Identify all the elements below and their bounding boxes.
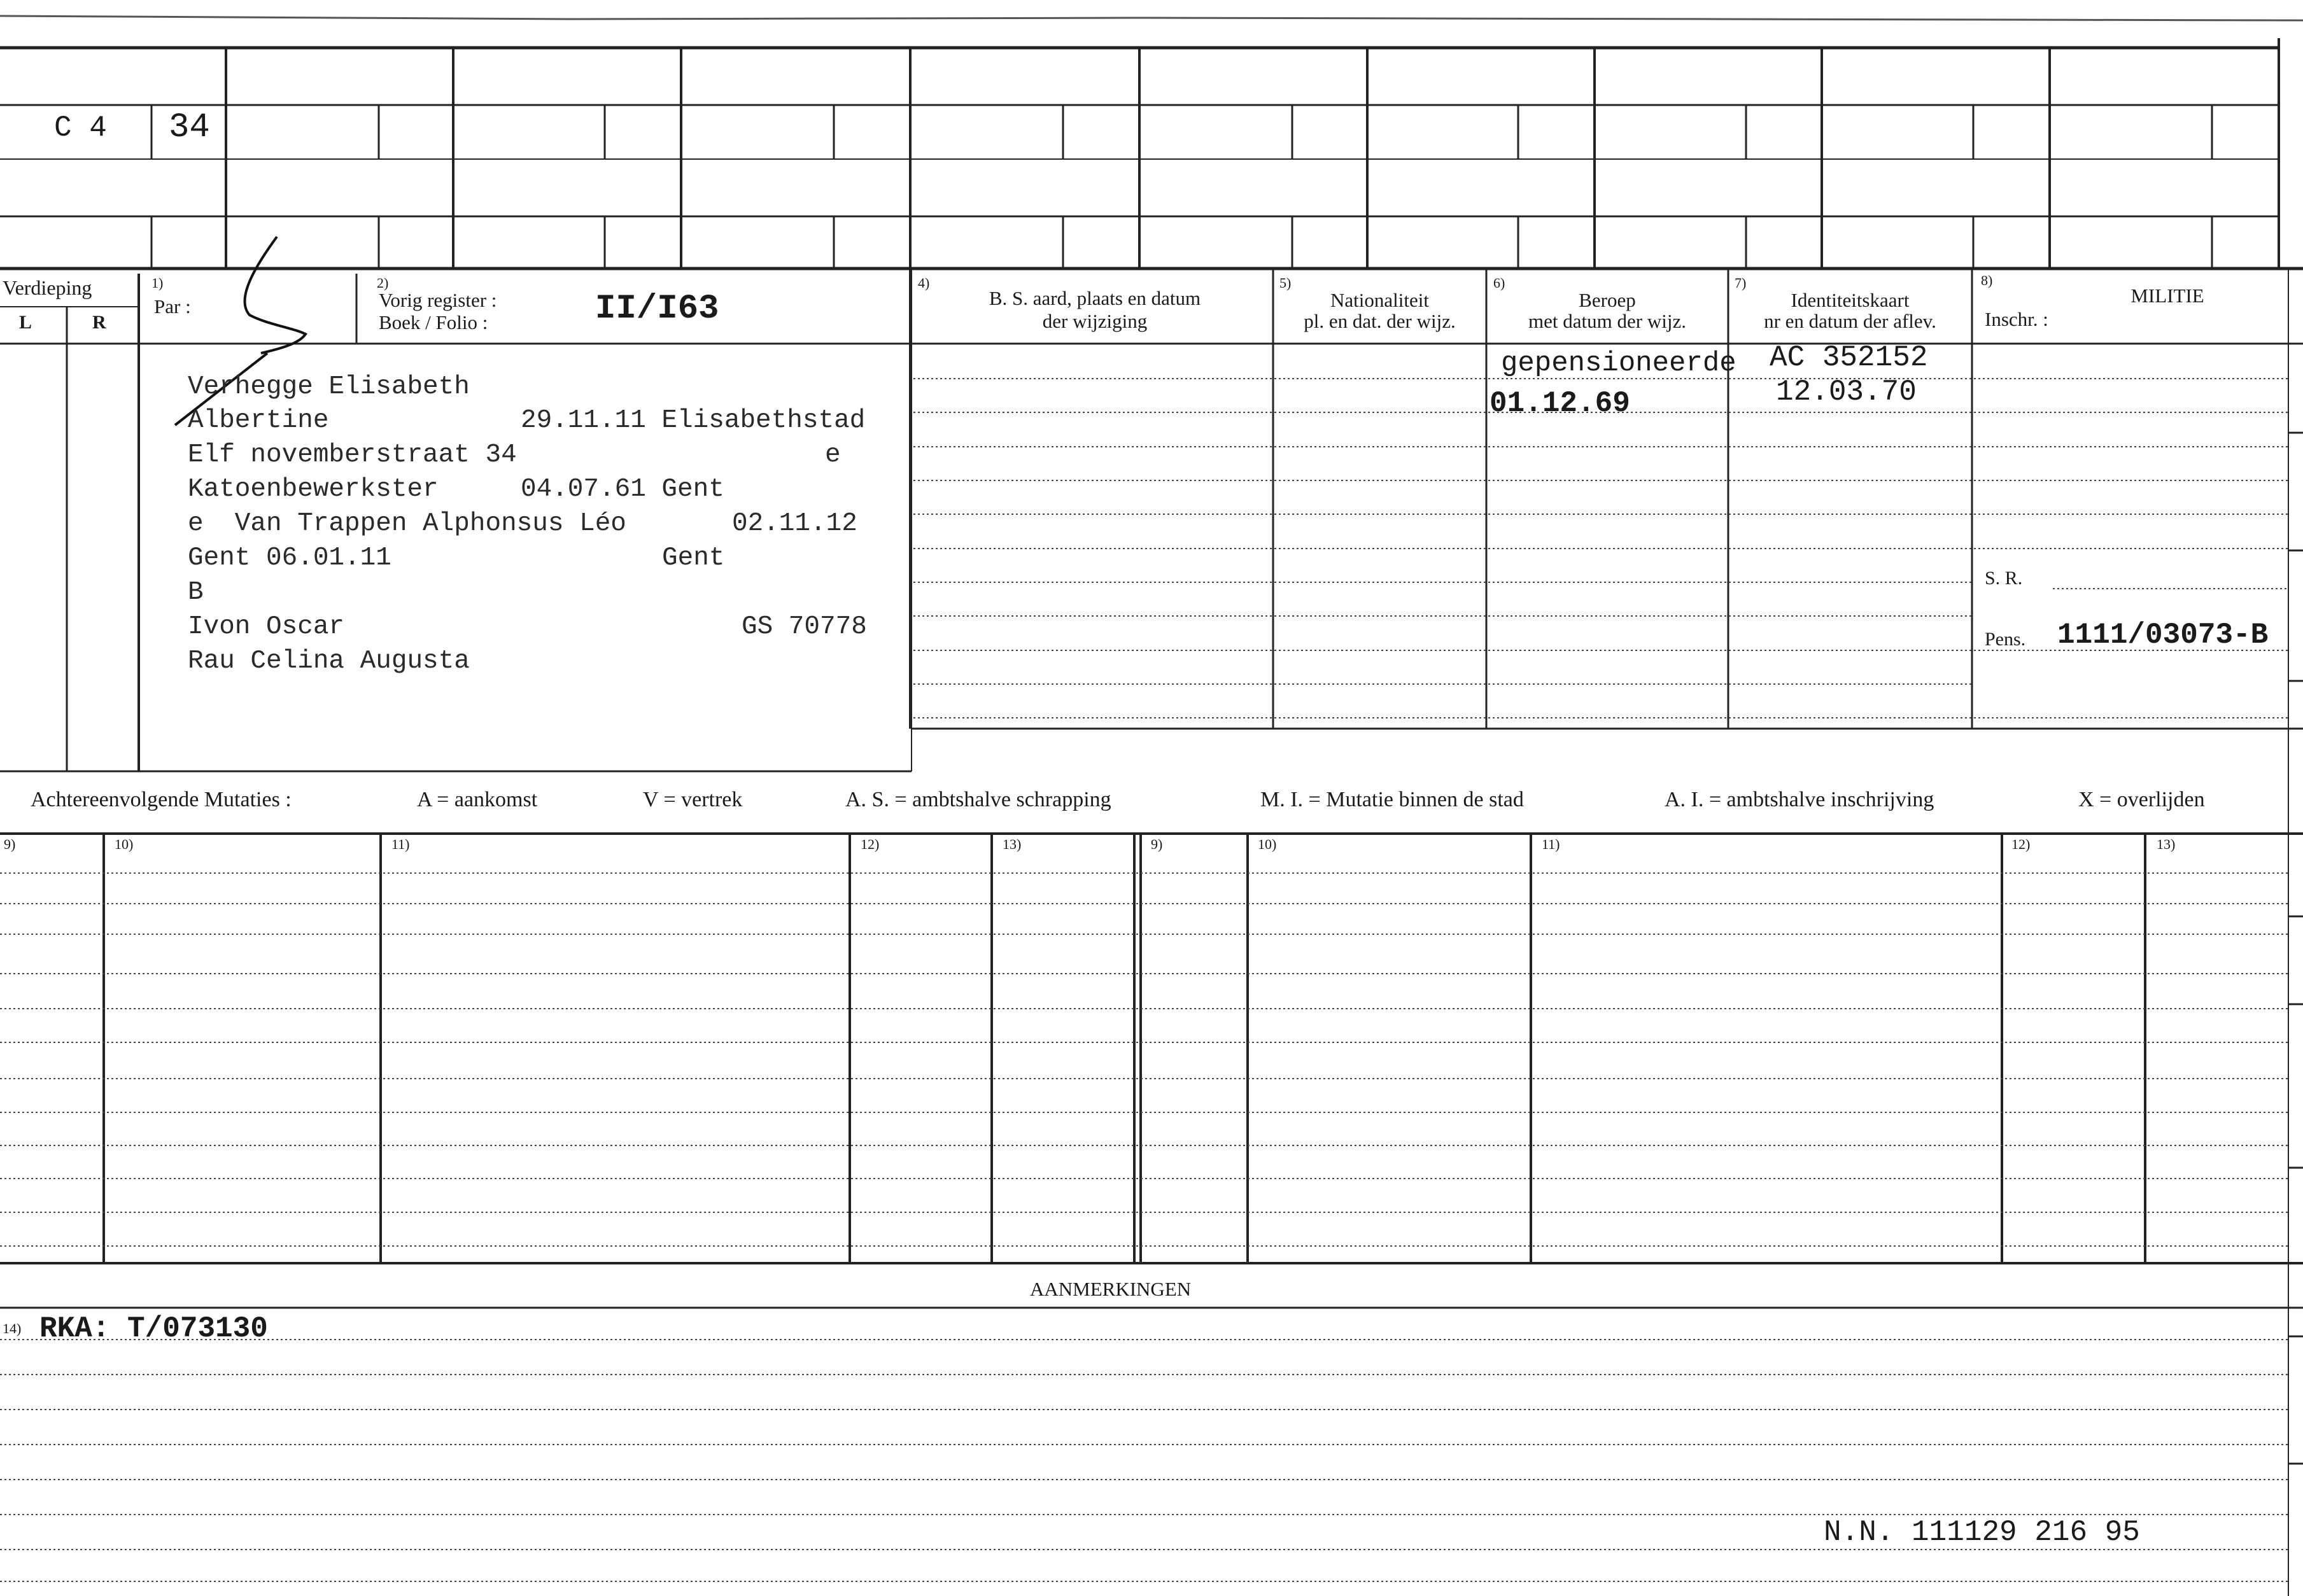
col6-number: 6) <box>1493 275 1505 291</box>
inschr-label: Inschr. : <box>1985 308 2048 330</box>
person-line6a: Gent 06.01.11 <box>188 543 391 573</box>
mut-col-label: 13) <box>1003 836 1022 852</box>
person-line8b: GS 70778 <box>742 612 867 641</box>
legend-mutatie-binnen-stad: M. I. = Mutatie binnen de stad <box>1260 788 1524 811</box>
bs-header-line1: B. S. aard, plaats en datum <box>989 287 1201 309</box>
id-card-number: AC 352152 <box>1770 341 1928 374</box>
bs-header-line2: der wijziging <box>1042 310 1148 332</box>
person-line4a: Katoenbewerkster <box>188 475 439 504</box>
pens-label: Pens. <box>1985 629 2026 650</box>
mut-col-label: 9) <box>4 836 16 852</box>
verdieping-l: L <box>19 312 32 333</box>
vorig-register-value: II/I63 <box>595 290 719 328</box>
id-card-date: 12.03.70 <box>1776 375 1917 409</box>
vorig-register-label: Vorig register : <box>379 289 497 311</box>
mut-col-label: 10) <box>115 836 134 852</box>
legend-overlijden: X = overlijden <box>2078 788 2205 811</box>
person-line7: B <box>188 578 204 607</box>
col4-number: 4) <box>918 275 930 291</box>
mut-col-label: 13) <box>2157 836 2176 852</box>
beroep-value: gepensioneerde <box>1501 347 1736 379</box>
person-line6b: Gent <box>662 543 725 573</box>
verdieping-label: Verdieping <box>3 276 92 299</box>
beroep-date: 01.12.69 <box>1490 387 1630 420</box>
legend-vertrek: V = vertrek <box>643 788 743 811</box>
mut-col-label: 12) <box>861 836 880 852</box>
col8-number: 8) <box>1981 272 1993 288</box>
col14-number: 14) <box>3 1320 22 1336</box>
aanmerkingen-title: AANMERKINGEN <box>1030 1278 1192 1300</box>
nat-header-line2: pl. en dat. der wijz. <box>1304 310 1456 332</box>
top-grid-code-a: C 4 <box>54 111 107 144</box>
person-line8a: Ivon Oscar <box>188 612 345 641</box>
mut-col-label: 10) <box>1258 836 1277 852</box>
pens-value: 1111/03073-B <box>2057 619 2269 652</box>
nat-header-line1: Nationaliteit <box>1330 289 1429 311</box>
mut-col-label: 12) <box>2011 836 2031 852</box>
person-line1: Verhegge Elisabeth <box>188 372 470 402</box>
col5-number: 5) <box>1279 275 1292 291</box>
legend-ambtshalve-schrapping: A. S. = ambtshalve schrapping <box>845 788 1111 811</box>
militie-header: MILITIE <box>2130 284 2204 307</box>
top-grid-code-b: 34 <box>169 108 210 147</box>
sr-label: S. R. <box>1985 568 2023 589</box>
person-line2a: Albertine <box>188 406 329 435</box>
person-line5b: 02.11.12 <box>732 509 857 538</box>
person-line3a: Elf novemberstraat 34 <box>188 440 517 470</box>
national-number: N.N. 111129 216 95 <box>1824 1516 2140 1549</box>
legend-ambtshalve-inschrijving: A. I. = ambtshalve inschrijving <box>1665 788 1934 811</box>
rka-value: RKA: T/073130 <box>39 1312 268 1345</box>
beroep-header-line2: met datum der wijz. <box>1528 310 1686 332</box>
person-line2b: 29.11.11 Elisabethstad <box>521 406 866 435</box>
par-label: Par : <box>154 295 191 318</box>
id-header-line2: nr en datum der aflev. <box>1764 310 1936 332</box>
col1-number: 1) <box>151 275 164 291</box>
verdieping-r: R <box>92 312 106 333</box>
col7-number: 7) <box>1735 275 1747 291</box>
mut-col-label: 9) <box>1151 836 1163 852</box>
person-line3b: e <box>825 440 841 470</box>
mut-col-label: 11) <box>391 836 410 852</box>
mut-col-label: 11) <box>1542 836 1560 852</box>
boek-folio-label: Boek / Folio : <box>379 311 488 333</box>
mutaties-title: Achtereenvolgende Mutaties : <box>31 788 292 811</box>
col2-number: 2) <box>377 275 389 291</box>
person-line4b: 04.07.61 Gent <box>521 475 724 504</box>
legend-aankomst: A = aankomst <box>417 788 538 811</box>
person-line5a: e Van Trappen Alphonsus Léo <box>188 509 626 538</box>
person-line9: Rau Celina Augusta <box>188 647 470 676</box>
beroep-header-line1: Beroep <box>1579 289 1636 311</box>
id-header-line1: Identiteitskaart <box>1791 289 1910 311</box>
